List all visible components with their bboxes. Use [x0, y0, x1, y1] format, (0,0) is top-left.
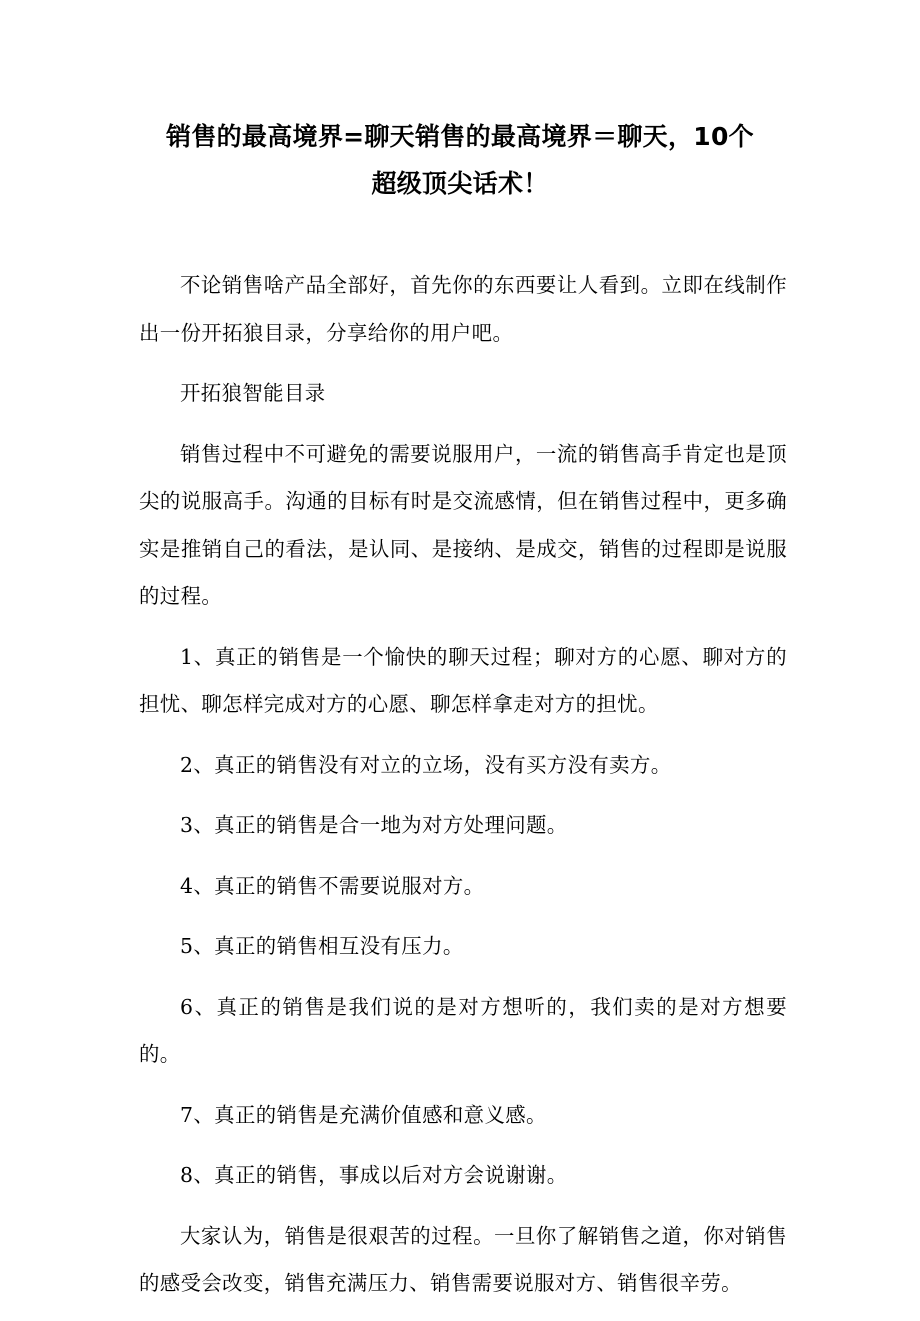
paragraph-catalog-name: 开拓狼智能目录 [180, 381, 326, 405]
title-line-2: 超级顶尖话术！ [371, 169, 549, 198]
list-item-3: 3、真正的销售是合一地为对方处理问题。 [180, 813, 568, 837]
list-item-2: 2、真正的销售没有对立的立场，没有买方没有卖方。 [180, 752, 672, 777]
list-item-6: 6、真正的销售是我们说的是对方想听的，我们卖的是对方想要的。 [139, 994, 787, 1066]
paragraph-conclusion: 大家认为，销售是很艰苦的过程。一旦你了解销售之道，你对销售的感受会改变，销售充满压力、销售需要说服对方、销售很辛劳。 [139, 1223, 787, 1295]
paragraph-persuasion: 销售过程中不可避免的需要说服用户，一流的销售高手肯定也是顶尖的说服高手。沟通的目标有时是交流感情，但在销售过程中，更多确实是推销自己的看法，是认同、是接纳、是成交，销售的过程即是说服的过程。 [139, 441, 787, 608]
list-item-4: 4、真正的销售不需要说服对方。 [180, 873, 485, 898]
document-title [120, 113, 800, 207]
list-item-8: 8、真正的销售，事成以后对方会说谢谢。 [180, 1163, 568, 1187]
title-line-1: 销售的最高境界=聊天销售的最高境界＝聊天，10个 [166, 122, 754, 151]
list-item-7: 7、真正的销售是充满价值感和意义感。 [180, 1102, 547, 1127]
paragraph-intro: 不论销售啥产品全部好，首先你的东西要让人看到。立即在线制作出一份开拓狼目录，分享给你的用户吧。 [139, 273, 787, 345]
list-item-1: 1、真正的销售是一个愉快的聊天过程；聊对方的心愿、聊对方的担忧、聊怎样完成对方的心愿、聊怎样拿走对方的担忧。 [139, 644, 787, 716]
document-body [139, 262, 787, 1321]
list-item-5: 5、真正的销售相互没有压力。 [180, 934, 464, 958]
